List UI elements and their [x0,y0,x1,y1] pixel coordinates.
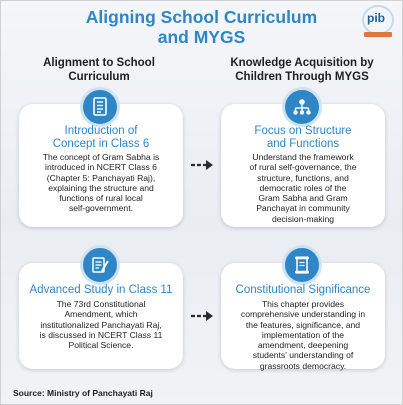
pib-logo-icon [362,5,394,39]
scroll-icon [282,245,322,285]
body-line: Gram Sabha and Gram [258,193,348,204]
focus-card-body [221,152,385,224]
arrow-right-icon [190,309,214,323]
body-line: The concept of Gram Sabha is [42,152,160,162]
intro-card-body [19,152,183,214]
left-heading-line-1: Alignment to School [43,57,155,69]
book-icon [80,87,120,127]
constitutional-card-title [221,284,385,297]
body-line: comprehensive understanding in [240,309,366,320]
right-heading-line-1: Knowledge Acquisition by [230,57,374,69]
body-line: Panchayat in community [256,203,350,214]
intro-title-line-1: Introduction of [64,125,138,137]
body-line: Political Science. [68,340,134,351]
body-line: decision-making [271,213,335,224]
intro-title-line-2: Concept in Class 6 [52,138,150,150]
body-line: grassroots democracy. [259,360,347,371]
focus-title-line-1: Focus on Structure [254,125,352,137]
body-line: (Chapter 5: Panchayati Raj), [46,172,156,183]
body-line: amendment, deepening [257,340,349,351]
body-line: institutionalized Panchayati Raj, [40,319,162,330]
constitutional-card-body [221,299,385,371]
title-line-2: and MYGS [157,27,246,47]
intro-card-title [19,125,183,151]
body-line: Understand the framework [252,152,354,162]
left-column-heading [17,56,181,84]
left-heading-line-2: Curriculum [68,71,130,83]
advanced-card-title [19,284,183,297]
study-icon [80,245,120,285]
body-line: self-government. [68,203,133,214]
body-line: Amendment, which [64,309,138,320]
advanced-title-line-1: Advanced Study in Class 11 [29,284,173,296]
body-line: The 73rd Constitutional [56,299,146,309]
advanced-card-body [19,299,183,350]
body-line: structure, functions, and [257,172,349,183]
body-line: the features, significance, and [245,319,361,330]
body-line: functions of rural local [59,193,143,204]
logo-tag [364,32,392,37]
body-line: introduced in NCERT Class 6 [45,162,157,173]
body-line: of rural self-governance, the [249,162,357,173]
right-heading-line-2: Children Through MYGS [235,71,369,83]
page-title [1,7,402,47]
network-icon [282,87,322,127]
body-line: This chapter provides [261,299,345,309]
right-column-heading [212,56,392,84]
focus-card-title [221,125,385,151]
title-line-1: Aligning School Curriculum [85,7,318,27]
logo-text: pib [367,11,385,25]
body-line: students' understanding of [252,350,354,361]
body-line: democratic roles of the [259,182,347,193]
constitutional-title-line-1: Constitutional Significance [235,284,371,296]
body-line: explaining the structure and [48,182,154,193]
body-line: is discussed in NCERT Class 11 [39,329,163,340]
focus-title-line-2: and Functions [266,138,340,150]
body-line: implementation of the [261,329,345,340]
arrow-right-icon [190,158,214,172]
source-note: Source: Ministry of Panchayati Raj [13,388,153,398]
